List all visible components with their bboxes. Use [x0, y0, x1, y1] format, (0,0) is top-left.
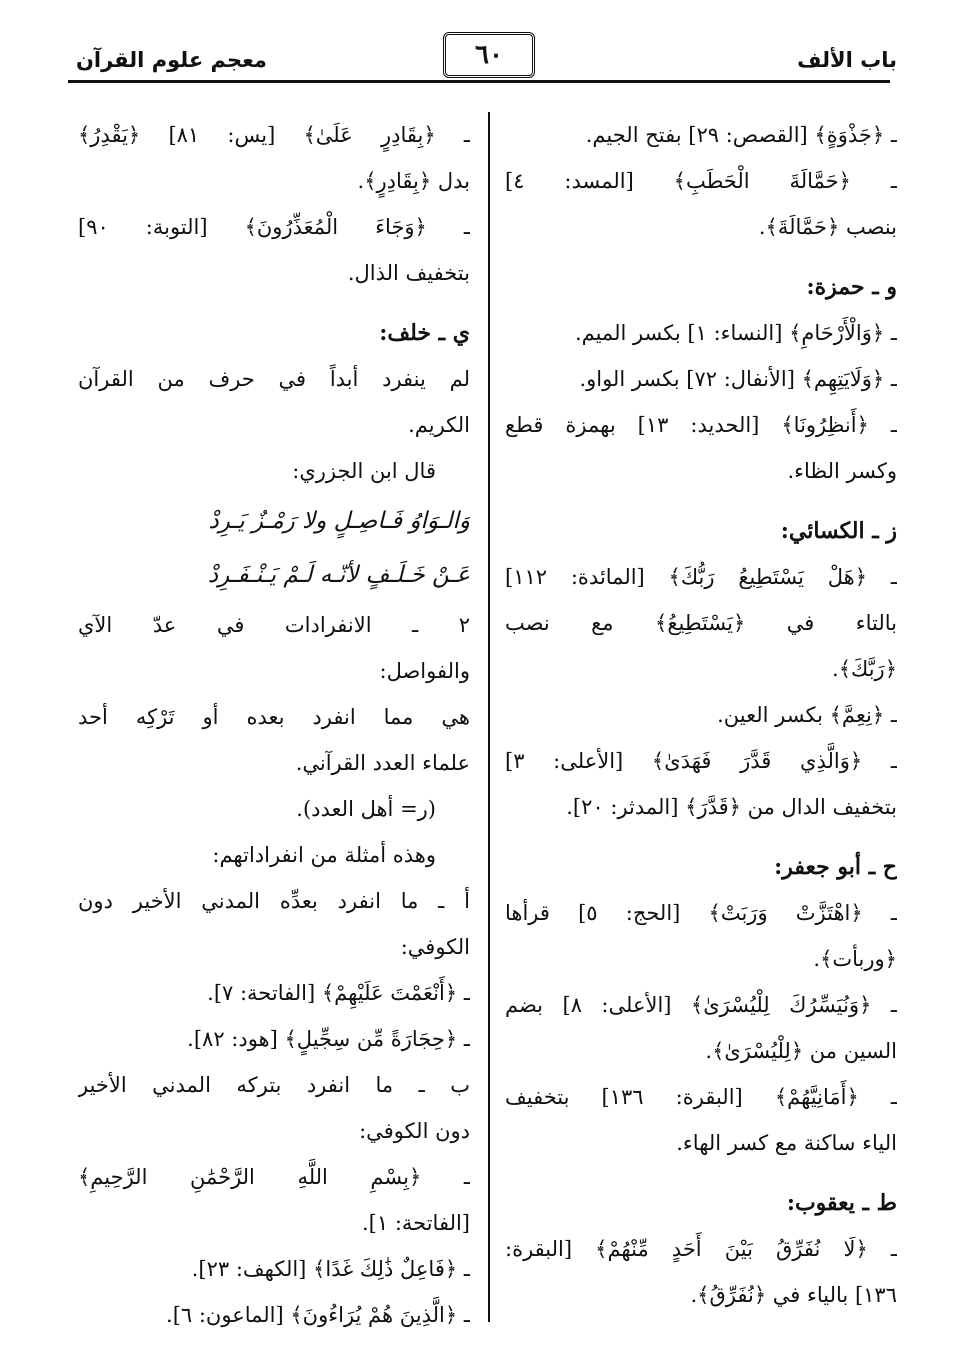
- text-line: ـ ﴿وَالَّذِي قَدَّرَ فَهَدَىٰ﴾ [الأعلى: ٣]: [505, 749, 897, 773]
- text-line: وكسر الظاء.: [787, 459, 897, 483]
- poem-verse: وَالـوَاوُ فَـاصِـلٍ ولا رَمْـزٌ يَـرِدْ: [208, 508, 470, 534]
- chapter-title: باب الألف: [797, 48, 897, 72]
- text-line: الكوفي:: [400, 935, 470, 959]
- column-divider: [488, 112, 490, 1322]
- text-line: ﴿رَبَّكَ﴾.: [832, 657, 897, 681]
- book-title: معجم علوم القرآن: [76, 48, 267, 72]
- left-column: [78, 112, 470, 1338]
- text-line: بتخفيف الدال من ﴿قَدَّرَ﴾ [المدثر: ٢٠].: [566, 795, 897, 819]
- text-line: ـ ﴿وَالْأَرْحَامِ﴾ [النساء: ١] بكسر الميم.: [574, 321, 897, 345]
- section-heading: ط ـ يعقوب:: [786, 1190, 897, 1216]
- text-line: ـ ﴿وَجَاءَ الْمُعَذِّرُونَ﴾ [التوبة: ٩٠]: [78, 215, 470, 239]
- text-line: ـ ﴿بِقَادِرٍ عَلَىٰ﴾ [يس: ٨١] ﴿يَقْدِرُ﴾: [78, 123, 470, 147]
- text-line: ﴿وربأت﴾.: [813, 947, 897, 971]
- text-line: بدل ﴿بِقَادِرٍ﴾.: [357, 169, 470, 193]
- text-line: ـ ﴿بِسْمِ اللَّهِ الرَّحْمَٰنِ الرَّحِيمِ﴾: [78, 1165, 470, 1189]
- text-line: بتخفيف الذال.: [347, 261, 470, 285]
- text-line: الكريم.: [408, 413, 470, 437]
- text-line: ـ ﴿الَّذِينَ هُمْ يُرَاءُونَ﴾ [الماعون: ٦].: [166, 1303, 470, 1327]
- text-line: (ر= أهل العدد).: [296, 797, 436, 821]
- text-line: ٢ ـ الانفرادات في عدّ الآي: [78, 613, 470, 637]
- text-line: بالتاء في ﴿يَسْتَطِيعُ﴾ مع نصب: [505, 611, 897, 635]
- page-number: ٦٠: [443, 32, 535, 78]
- text-line: بنصب ﴿حَمَّالَةَ﴾.: [758, 215, 897, 239]
- text-line: قال ابن الجزري:: [292, 459, 436, 483]
- section-heading: ز ـ الكسائي:: [780, 518, 897, 544]
- text-line: ـ ﴿جَذْوَةٍ﴾ [القصص: ٢٩] بفتح الجيم.: [585, 123, 897, 147]
- text-line: ـ ﴿أَمَانِيَّهُمْ﴾ [البقرة: ١٣٦] بتخفيف: [505, 1085, 897, 1109]
- text-line: والفواصل:: [379, 659, 470, 683]
- text-line: علماء العدد القرآني.: [295, 751, 470, 775]
- text-line: ـ ﴿أَنْعَمْتَ عَلَيْهِمْ﴾ [الفاتحة: ٧].: [207, 981, 470, 1005]
- header-rule: [68, 80, 890, 83]
- section-heading: ح ـ أبو جعفر:: [774, 854, 897, 880]
- text-line: [الفاتحة: ١].: [361, 1211, 470, 1235]
- text-line: ب ـ ما انفرد بتركه المدني الأخير: [78, 1073, 470, 1097]
- text-line: ١٣٦] بالياء في ﴿نُفَرِّقُ﴾.: [690, 1283, 897, 1307]
- text-line: ـ ﴿أَنظِرُونَا﴾ [الحديد: ١٣] بهمزة قطع: [505, 413, 897, 437]
- text-line: ـ ﴿هَلْ يَسْتَطِيعُ رَبُّكَ﴾ [المائدة: ١١٢]: [505, 565, 897, 589]
- text-line: ـ ﴿فَاعِلٌ ذَٰلِكَ غَدًا﴾ [الكهف: ٢٣].: [191, 1257, 470, 1281]
- text-line: ـ ﴿حِجَارَةً مِّن سِجِّيلٍ﴾ [هود: ٨٢].: [187, 1027, 470, 1051]
- text-line: ـ ﴿اهْتَزَّتْ وَرَبَتْ﴾ [الحج: ٥] قرأها: [505, 901, 897, 925]
- text-line: ـ ﴿لَا نُفَرِّقُ بَيْنَ أَحَدٍ مِّنْهُمْ﴾ [البقرة:: [505, 1237, 897, 1261]
- section-heading: ي ـ خلف:: [379, 320, 470, 346]
- text-line: وهذه أمثلة من انفراداتهم:: [212, 843, 436, 867]
- text-line: ـ ﴿وَنُيَسِّرُكَ لِلْيُسْرَىٰ﴾ [الأعلى: ٨] بضم: [505, 993, 897, 1017]
- text-line: السين من ﴿لِلْيُسْرَىٰ﴾.: [705, 1039, 897, 1063]
- text-line: ـ ﴿وَلَايَتِهِم﴾ [الأنفال: ٧٢] بكسر الواو.: [579, 367, 897, 391]
- text-line: دون الكوفي:: [359, 1119, 470, 1143]
- text-line: ـ ﴿نِعِمَّ﴾ بكسر العين.: [717, 703, 897, 727]
- text-line: ـ ﴿حَمَّالَةَ الْحَطَبِ﴾ [المسد: ٤]: [505, 169, 897, 193]
- text-line: الياء ساكنة مع كسر الهاء.: [676, 1131, 897, 1155]
- right-column: [505, 112, 897, 1318]
- text-line: أ ـ ما انفرد بعدِّه المدني الأخير دون: [78, 889, 470, 913]
- text-line: هي مما انفرد بعده أو تَرْكِه أحد: [78, 705, 470, 729]
- poem-verse: عَـنْ خَـلَـفٍ لأنّـه لَـمْ يَـنْـفَـرِدْ: [207, 562, 470, 588]
- section-heading: و ـ حمزة:: [806, 274, 897, 300]
- text-line: لم ينفرد أبداً في حرف من القرآن: [78, 367, 470, 391]
